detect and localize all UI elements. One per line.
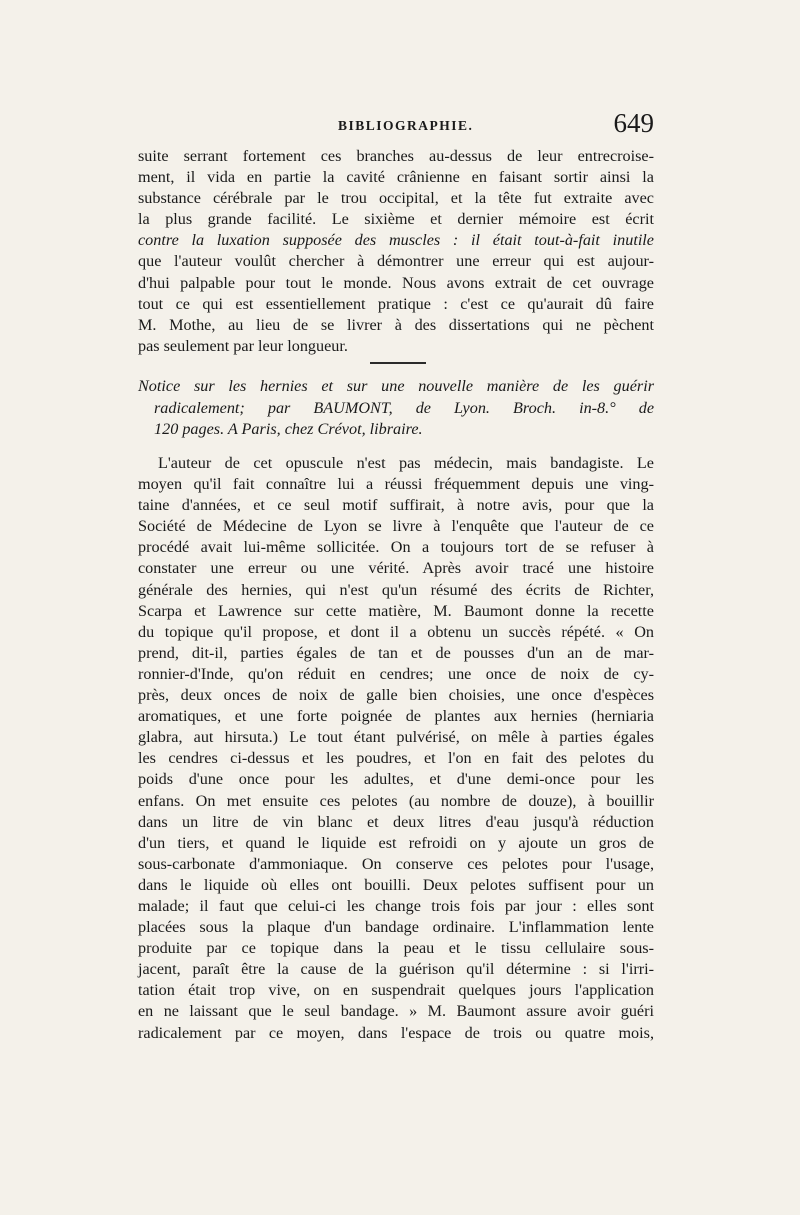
text-line: ment, il vida en partie la cavité crânienne en faisant sortir ainsi la	[138, 168, 654, 187]
text-line: moyen qu'il fait connaître lui a réussi fréquemment depuis une ving-	[138, 475, 654, 494]
text-line: tout ce qui est essentiellement pratique : c'est ce qu'aurait dû faire	[138, 294, 654, 313]
text-line: enfans. On met ensuite ces pelotes (au nombre de douze), à bouillir	[138, 791, 654, 810]
text-line: la plus grande facilité. Le sixième et dernier mémoire est écrit	[138, 210, 654, 229]
text-line: Société de Médecine de Lyon se livre à l'enquête que l'auteur de ce	[138, 517, 654, 536]
text-line: constater une erreur ou une vérité. Après avoir tracé une histoire	[138, 559, 654, 578]
text-line: d'un tiers, et quand le liquide est refroidi on y ajoute un gros de	[138, 833, 654, 852]
text-line: placées sous la plaque d'un bandage ordinaire. L'inflammation lente	[138, 918, 654, 937]
notice-heading-line: Notice sur les hernies et sur une nouvelle manière de les guérir	[138, 377, 654, 395]
text-line: sous-carbonate d'ammoniaque. On conserve ces pelotes pour l'usage,	[138, 854, 654, 873]
text-line: prend, dit-il, parties égales de tan et de pousses d'un an de mar-	[138, 643, 654, 662]
text-line: produite par ce topique dans la peau et le tissu cellulaire sous-	[138, 939, 654, 958]
text-line: contre la luxation supposée des muscles : il était tout-à-fait inutile	[138, 231, 654, 250]
text-line: radicalement par ce moyen, dans l'espace de trois ou quatre mois,	[138, 1023, 654, 1042]
text-line: M. Mothe, au lieu de se livrer à des dissertations qui ne pèchent	[138, 315, 654, 334]
text-line: ronnier-d'Inde, qu'on réduit en cendres; une once de noix de cy-	[138, 664, 654, 683]
text-line: près, deux onces de noix de galle bien choisies, une once d'espèces	[138, 686, 654, 705]
first-passage	[138, 146, 654, 357]
text-line: taine d'années, et ce seul motif suffirait, à notre avis, pour que la	[138, 496, 654, 515]
text-line: glabra, aut hirsuta.) Le tout étant pulvérisé, on mêle à parties égales	[138, 728, 654, 747]
text-line: générale des hernies, qui n'est qu'un résumé des écrits de Richter,	[138, 580, 654, 599]
text-line: dans le liquide où elles ont bouilli. Deux pelotes suffisent pour un	[138, 875, 654, 894]
text-line: pas seulement par leur longueur.	[138, 336, 348, 355]
text-line: malade; il faut que celui-ci les change trois fois par jour : elles sont	[138, 896, 654, 915]
running-head	[138, 108, 654, 148]
text-line: tation était trop vive, on en suspendrait quelques jours l'application	[138, 981, 654, 1000]
running-title: BIBLIOGRAPHIE.	[338, 118, 474, 133]
text-line: L'auteur de cet opuscule n'est pas médecin, mais bandagiste. Le	[158, 454, 654, 472]
text-line: aromatiques, et une forte poignée de plantes aux hernies (herniaria	[138, 707, 654, 726]
notice-heading	[138, 376, 654, 441]
text-line: poids d'une once pour les adultes, et d'une demi-once pour les	[138, 770, 654, 789]
text-line: du topique qu'il propose, et dont il a obtenu un succès répété. « On	[138, 622, 654, 641]
text-line: suite serrant fortement ces branches au-dessus de leur entrecroise-	[138, 147, 654, 165]
text-line: les cendres ci-dessus et les poudres, et l'on en fait des pelotes du	[138, 749, 654, 768]
text-line: en ne laissant que le seul bandage. » M. Baumont assure avoir guéri	[138, 1002, 654, 1021]
page-number: 649	[613, 108, 654, 138]
text-line: d'hui palpable pour tout le monde. Nous avons extrait de cet ouvrage	[138, 273, 654, 292]
text-line: substance cérébrale par le trou occipital, et la tête fut extraite avec	[138, 189, 654, 208]
text-line: Scarpa et Lawrence sur cette matière, M. Baumont donne la recette	[138, 601, 654, 620]
text-line: que l'auteur voulût chercher à démontrer une erreur qui est aujour-	[138, 252, 654, 271]
text-line: dans un litre de vin blanc et deux litres d'eau jusqu'à réduction	[138, 812, 654, 831]
text-line: procédé avait lui-même sollicitée. On a toujours tort de se refuser à	[138, 538, 654, 557]
notice-heading-line: 120 pages. A Paris, chez Crévot, libraire.	[154, 420, 423, 438]
notice-heading-line: radicalement; par BAUMONT, de Lyon. Broch. in-8.° de	[154, 398, 654, 417]
text-line: jacent, paraît être la cause de la guérison qu'il détermine : si l'irri-	[138, 960, 654, 979]
section-separator	[370, 362, 426, 364]
second-passage	[138, 453, 654, 1044]
